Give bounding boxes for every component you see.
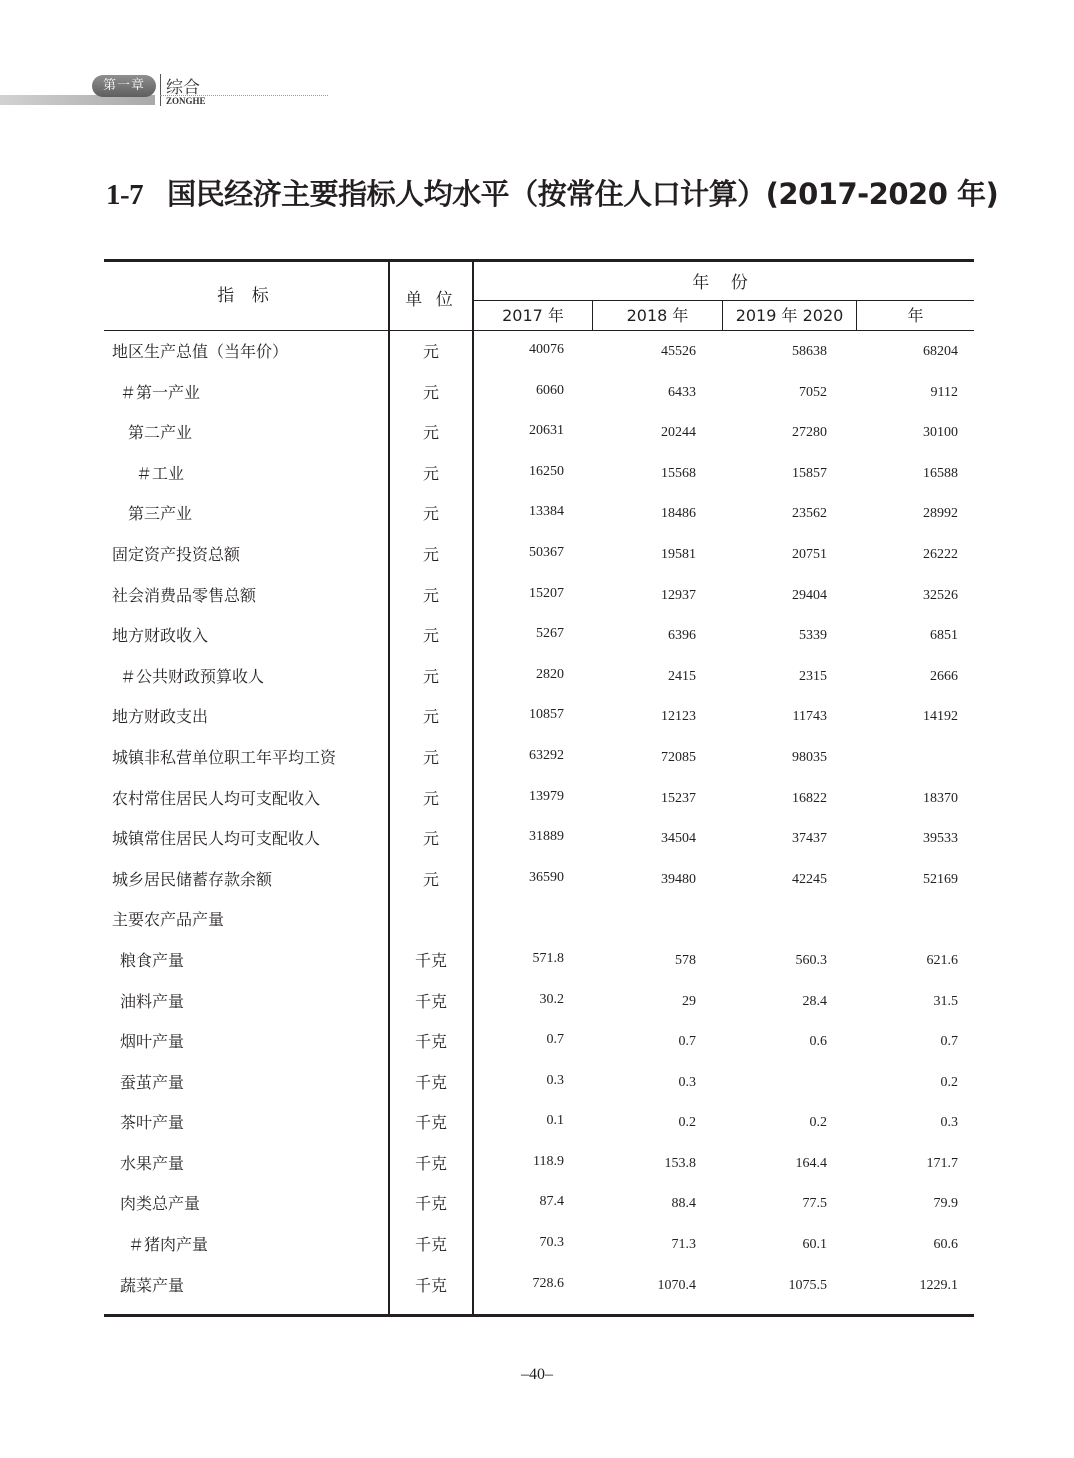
row-indicator-name: 地方财政支出: [112, 707, 209, 727]
table-row: [104, 981, 974, 1022]
row-indicator-name: 农村常住居民人均可支配收入: [112, 788, 321, 808]
value-2017: 2820: [536, 666, 564, 682]
value-2020: 0.7: [940, 1034, 958, 1050]
table-row: [104, 493, 974, 534]
value-2020: 68204: [923, 344, 958, 359]
row-unit: 元: [422, 585, 439, 605]
value-2017: 0.1: [546, 1113, 564, 1129]
value-2020: 0.2: [940, 1074, 958, 1090]
row-unit: 千克: [414, 1194, 447, 1214]
table-row: [104, 818, 974, 859]
table-row: [104, 696, 974, 737]
page-number: –40–: [521, 1366, 553, 1383]
row-indicator-name: 蔬菜产量: [120, 1275, 185, 1295]
value-2017: 6060: [536, 382, 564, 398]
row-indicator-name: ＃猪肉产量: [128, 1235, 209, 1255]
row-unit: 元: [422, 342, 439, 361]
value-2017: 13979: [529, 788, 564, 804]
value-2019: 98035: [792, 749, 827, 765]
value-2019: 23562: [792, 506, 827, 522]
value-2019: 1075.5: [788, 1277, 827, 1293]
table-body: [104, 331, 974, 1314]
table-header: [104, 262, 974, 331]
value-2020: 14192: [923, 709, 958, 725]
value-2020: 171.7: [926, 1155, 958, 1171]
value-2020: 32526: [923, 587, 958, 603]
value-2018: 6433: [668, 384, 696, 400]
table-row: [104, 331, 974, 372]
value-2018: 153.8: [664, 1155, 696, 1171]
value-2018: 34504: [661, 831, 696, 847]
value-2019: 16822: [792, 790, 827, 806]
row-unit: 元: [422, 463, 439, 483]
chapter-badge: 第一章: [92, 75, 156, 97]
value-2018: 12123: [661, 709, 696, 725]
row-indicator-name: 粮食产量: [120, 950, 185, 970]
value-2019: 164.4: [795, 1155, 827, 1171]
row-indicator-name: 地方财政收入: [112, 626, 209, 646]
row-unit: 千克: [414, 1032, 447, 1052]
row-indicator-name: 水果产量: [120, 1153, 185, 1173]
value-2017: 31889: [529, 829, 564, 845]
value-2017: 10857: [529, 707, 564, 723]
value-2020: 6851: [930, 628, 958, 644]
value-2018: 0.3: [678, 1074, 696, 1090]
value-2017: 30.2: [539, 991, 564, 1007]
value-2019: 37437: [792, 831, 827, 847]
value-2019: 60.1: [802, 1237, 827, 1253]
value-2019: 29404: [792, 587, 827, 603]
value-2017: 16250: [529, 463, 564, 479]
table-title-text: 国民经济主要指标人均水平（按常住人口计算）(2017-2020 年): [167, 177, 999, 211]
row-unit: 元: [422, 788, 439, 808]
header-unit: 单 位: [390, 262, 474, 330]
value-2018: 1070.4: [657, 1277, 696, 1293]
row-indicator-name: 蚕茧产量: [120, 1072, 185, 1092]
row-indicator-name: 城镇非私营单位职工年平均工资: [112, 747, 337, 767]
value-2017: 40076: [529, 342, 564, 357]
table-row: [104, 899, 974, 940]
value-2020: 28992: [923, 506, 958, 522]
row-indicator-name: ＃工业: [136, 463, 185, 483]
value-2019: 77.5: [802, 1196, 827, 1212]
value-2018: 0.7: [678, 1034, 696, 1050]
row-unit: 千克: [414, 991, 447, 1011]
value-2020: 0.3: [940, 1115, 958, 1131]
table-number: 1-7: [106, 179, 144, 211]
value-2017: 0.7: [546, 1032, 564, 1048]
row-unit: 元: [422, 544, 439, 564]
row-indicator-name: 茶叶产量: [120, 1113, 185, 1133]
value-2018: 15568: [661, 465, 696, 481]
value-2020: 26222: [923, 546, 958, 562]
value-2017: 87.4: [539, 1194, 564, 1210]
value-2019: 0.2: [809, 1115, 827, 1131]
value-2017: 50367: [529, 544, 564, 560]
row-indicator-name: 第二产业: [128, 423, 193, 443]
value-2017: 0.3: [546, 1072, 564, 1088]
statistics-table: [104, 259, 974, 1317]
row-unit: 元: [422, 707, 439, 727]
value-2018: 15237: [661, 790, 696, 806]
value-2017: 36590: [529, 869, 564, 885]
value-2018: 19581: [661, 546, 696, 562]
header-year-2019: 2019 年 2020: [723, 301, 857, 330]
value-2017: 5267: [536, 626, 564, 642]
row-indicator-name: 主要农产品产量: [112, 910, 225, 930]
row-unit: 千克: [414, 1235, 447, 1255]
value-2019: 2315: [799, 668, 827, 684]
value-2018: 2415: [668, 668, 696, 684]
table-row: [104, 534, 974, 575]
row-indicator-name: 城乡居民储蓄存款余额: [112, 869, 273, 889]
table-row: [104, 1224, 974, 1265]
row-unit: 元: [422, 829, 439, 849]
header-indicator: 指 标: [104, 262, 390, 330]
value-2019: 15857: [792, 465, 827, 481]
row-unit: 千克: [414, 1153, 447, 1173]
value-2018: 71.3: [671, 1237, 696, 1253]
value-2017: 20631: [529, 423, 564, 439]
table-row: [104, 615, 974, 656]
row-unit: 元: [422, 626, 439, 646]
chapter-title: 综合: [166, 78, 200, 98]
value-2019: 27280: [792, 425, 827, 441]
table-row: [104, 1183, 974, 1224]
value-2019: 42245: [792, 871, 827, 887]
table-row: [104, 372, 974, 413]
value-2018: 39480: [661, 871, 696, 887]
row-unit: 千克: [414, 950, 447, 970]
table-bottom-rule: [104, 1314, 974, 1317]
row-indicator-name: 社会消费品零售总额: [112, 585, 257, 605]
value-2018: 20244: [661, 425, 696, 441]
row-indicator-name: ＃第一产业: [120, 382, 201, 402]
table-row: [104, 1265, 974, 1306]
value-2019: 58638: [792, 344, 827, 359]
table-row: [104, 1062, 974, 1103]
value-2017: 63292: [529, 747, 564, 763]
value-2017: 70.3: [539, 1235, 564, 1251]
table-row: [104, 453, 974, 494]
header-year-2020: 年: [907, 306, 924, 325]
value-2019: 7052: [799, 384, 827, 400]
row-unit: 元: [422, 666, 439, 686]
value-2018: 578: [675, 952, 696, 968]
value-2018: 88.4: [671, 1196, 696, 1212]
value-2020: 31.5: [933, 993, 958, 1009]
chapter-subtitle: ZONGHE: [166, 96, 206, 106]
value-2017: 571.8: [532, 950, 564, 966]
row-unit: 千克: [414, 1072, 447, 1092]
header-year-2017: 2017 年: [474, 301, 593, 330]
value-2019: 11743: [792, 709, 827, 725]
value-2020: 79.9: [933, 1196, 958, 1212]
value-2017: 118.9: [533, 1153, 564, 1169]
value-2018: 29: [682, 993, 696, 1009]
value-2019: 5339: [799, 628, 827, 644]
value-2017: 15207: [529, 585, 564, 601]
table-row: [104, 412, 974, 453]
row-indicator-name: 地区生产总值（当年价）: [112, 342, 289, 361]
value-2020: 1229.1: [919, 1277, 958, 1293]
row-unit: 元: [422, 382, 439, 402]
value-2020: 16588: [923, 465, 958, 481]
table-row: [104, 940, 974, 981]
table-row: [104, 778, 974, 819]
value-2018: 0.2: [678, 1115, 696, 1131]
value-2018: 72085: [661, 749, 696, 765]
value-2019: 560.3: [795, 952, 827, 968]
table-row: [104, 1021, 974, 1062]
row-unit: 千克: [414, 1113, 447, 1133]
value-2017: 728.6: [532, 1275, 564, 1291]
row-indicator-name: 油料产量: [120, 991, 185, 1011]
value-2018: 18486: [661, 506, 696, 522]
row-indicator-name: 固定资产投资总额: [112, 544, 241, 564]
value-2019: 0.6: [809, 1034, 827, 1050]
table-row: [104, 1143, 974, 1184]
row-indicator-name: 城镇常住居民人均可支配收人: [112, 829, 321, 849]
value-2020: 30100: [923, 425, 958, 441]
header-year-2018: 2018 年: [593, 301, 723, 330]
table-row: [104, 737, 974, 778]
table-title: [106, 172, 998, 213]
value-2020: 60.6: [933, 1237, 958, 1253]
value-2019: 28.4: [802, 993, 827, 1009]
table-row: [104, 575, 974, 616]
row-unit: 元: [422, 423, 439, 443]
row-indicator-name: ＃公共财政预算收人: [120, 666, 265, 686]
row-unit: 元: [422, 747, 439, 767]
value-2018: 6396: [668, 628, 696, 644]
value-2020: 18370: [923, 790, 958, 806]
row-indicator-name: 第三产业: [128, 504, 193, 524]
row-unit: 元: [422, 504, 439, 524]
value-2020: 2666: [930, 668, 958, 684]
value-2020: 39533: [923, 831, 958, 847]
value-2018: 45526: [661, 344, 696, 359]
row-indicator-name: 肉类总产量: [120, 1194, 201, 1214]
value-2020: 52169: [923, 871, 958, 887]
value-2020: 621.6: [926, 952, 958, 968]
header-divider: [160, 74, 161, 106]
header-year-group: 年 份: [474, 262, 974, 301]
row-unit: 千克: [414, 1275, 447, 1295]
value-2019: 20751: [792, 546, 827, 562]
table-row: [104, 859, 974, 900]
row-indicator-name: 烟叶产量: [120, 1032, 185, 1052]
table-row: [104, 656, 974, 697]
table-row: [104, 1102, 974, 1143]
row-unit: 元: [422, 869, 439, 889]
value-2020: 9112: [930, 384, 958, 400]
value-2018: 12937: [661, 587, 696, 603]
value-2017: 13384: [529, 504, 564, 520]
